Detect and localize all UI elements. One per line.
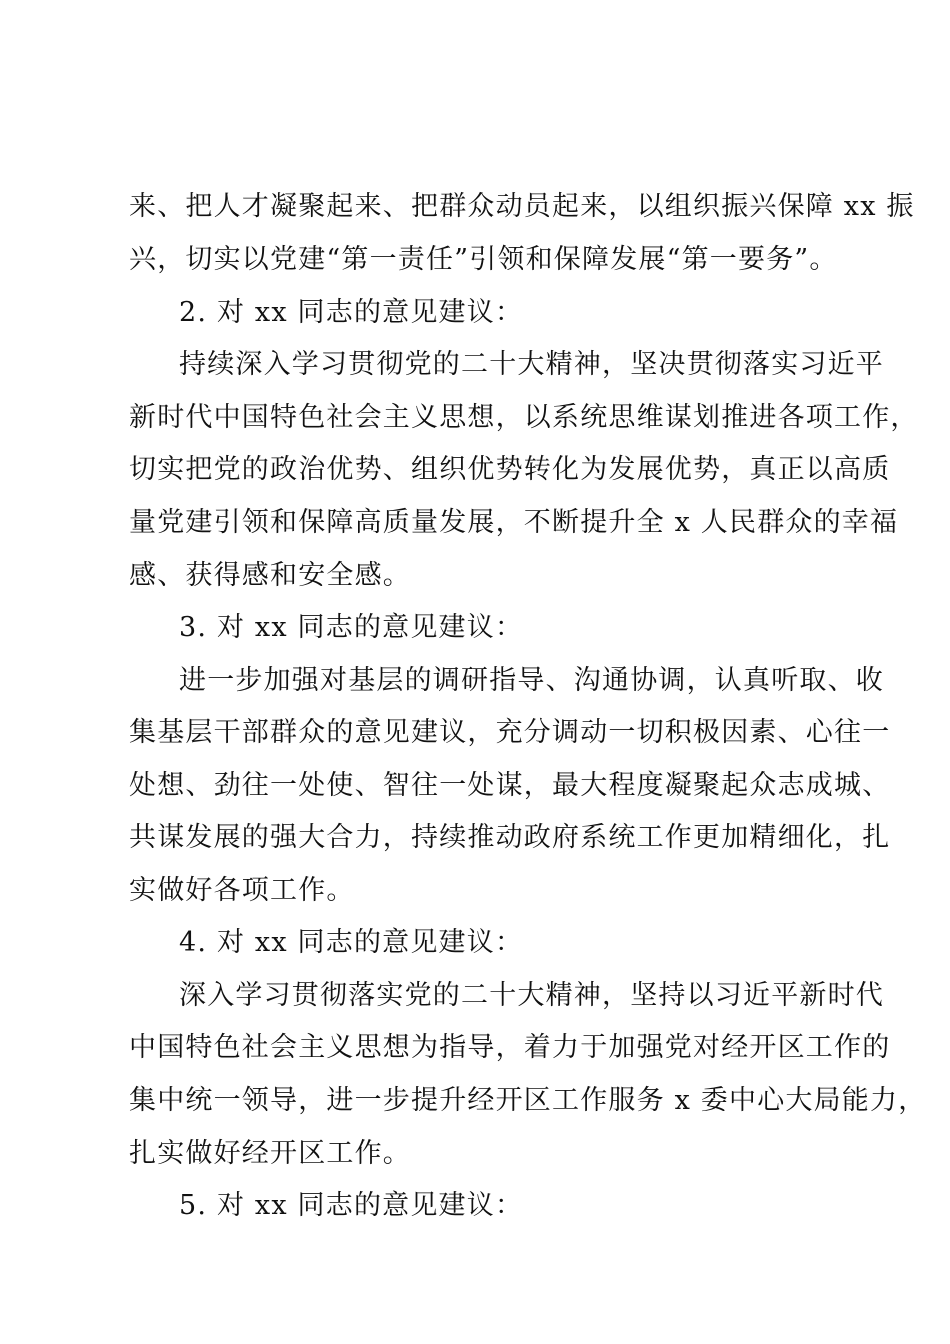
paragraph-2-line-5: 感、获得感和安全感。 (129, 560, 411, 591)
paragraph-2-line-1: 持续深入学习贯彻党的二十大精神，坚决贯彻落实习近平 (179, 349, 884, 380)
section-heading-2: 2. 对 xx 同志的意见建议： (179, 297, 524, 328)
paragraph-4-line-1: 深入学习贯彻落实党的二十大精神，坚持以习近平新时代 (179, 980, 884, 1011)
paragraph-2-line-3: 切实把党的政治优势、组织优势转化为发展优势，真正以高质 (129, 454, 891, 485)
section-heading-3: 3. 对 xx 同志的意见建议： (179, 612, 524, 643)
paragraph-2-line-4: 量党建引领和保障高质量发展，不断提升全 x 人民群众的幸福 (129, 507, 899, 538)
paragraph-4-line-4: 扎实做好经开区工作。 (129, 1138, 411, 1169)
section-heading-4: 4. 对 xx 同志的意见建议： (179, 927, 524, 958)
paragraph-4-line-2: 中国特色社会主义思想为指导，着力于加强党对经开区工作的 (129, 1032, 891, 1063)
section-heading-5: 5. 对 xx 同志的意见建议： (179, 1190, 524, 1221)
paragraph-4-line-3: 集中统一领导，进一步提升经开区工作服务 x 委中心大局能力， (129, 1085, 927, 1116)
paragraph-3-line-5: 实做好各项工作。 (129, 875, 355, 906)
paragraph-3-line-1: 进一步加强对基层的调研指导、沟通协调，认真听取、收 (179, 665, 884, 696)
paragraph-3-line-2: 集基层干部群众的意见建议，充分调动一切积极因素、心往一 (129, 717, 891, 748)
paragraph-3-line-4: 共谋发展的强大合力，持续推动政府系统工作更加精细化，扎 (129, 822, 891, 853)
paragraph-2-line-2: 新时代中国特色社会主义思想，以系统思维谋划推进各项工作， (129, 402, 919, 433)
paragraph-1-line-1: 来、把人才凝聚起来、把群众动员起来，以组织振兴保障 xx 振 (129, 191, 915, 222)
paragraph-3-line-3: 处想、劲往一处使、智往一处谋，最大程度凝聚起众志成城、 (129, 770, 891, 801)
paragraph-1-line-2: 兴，切实以党建“第一责任”引领和保障发展“第一要务”。 (129, 244, 838, 275)
